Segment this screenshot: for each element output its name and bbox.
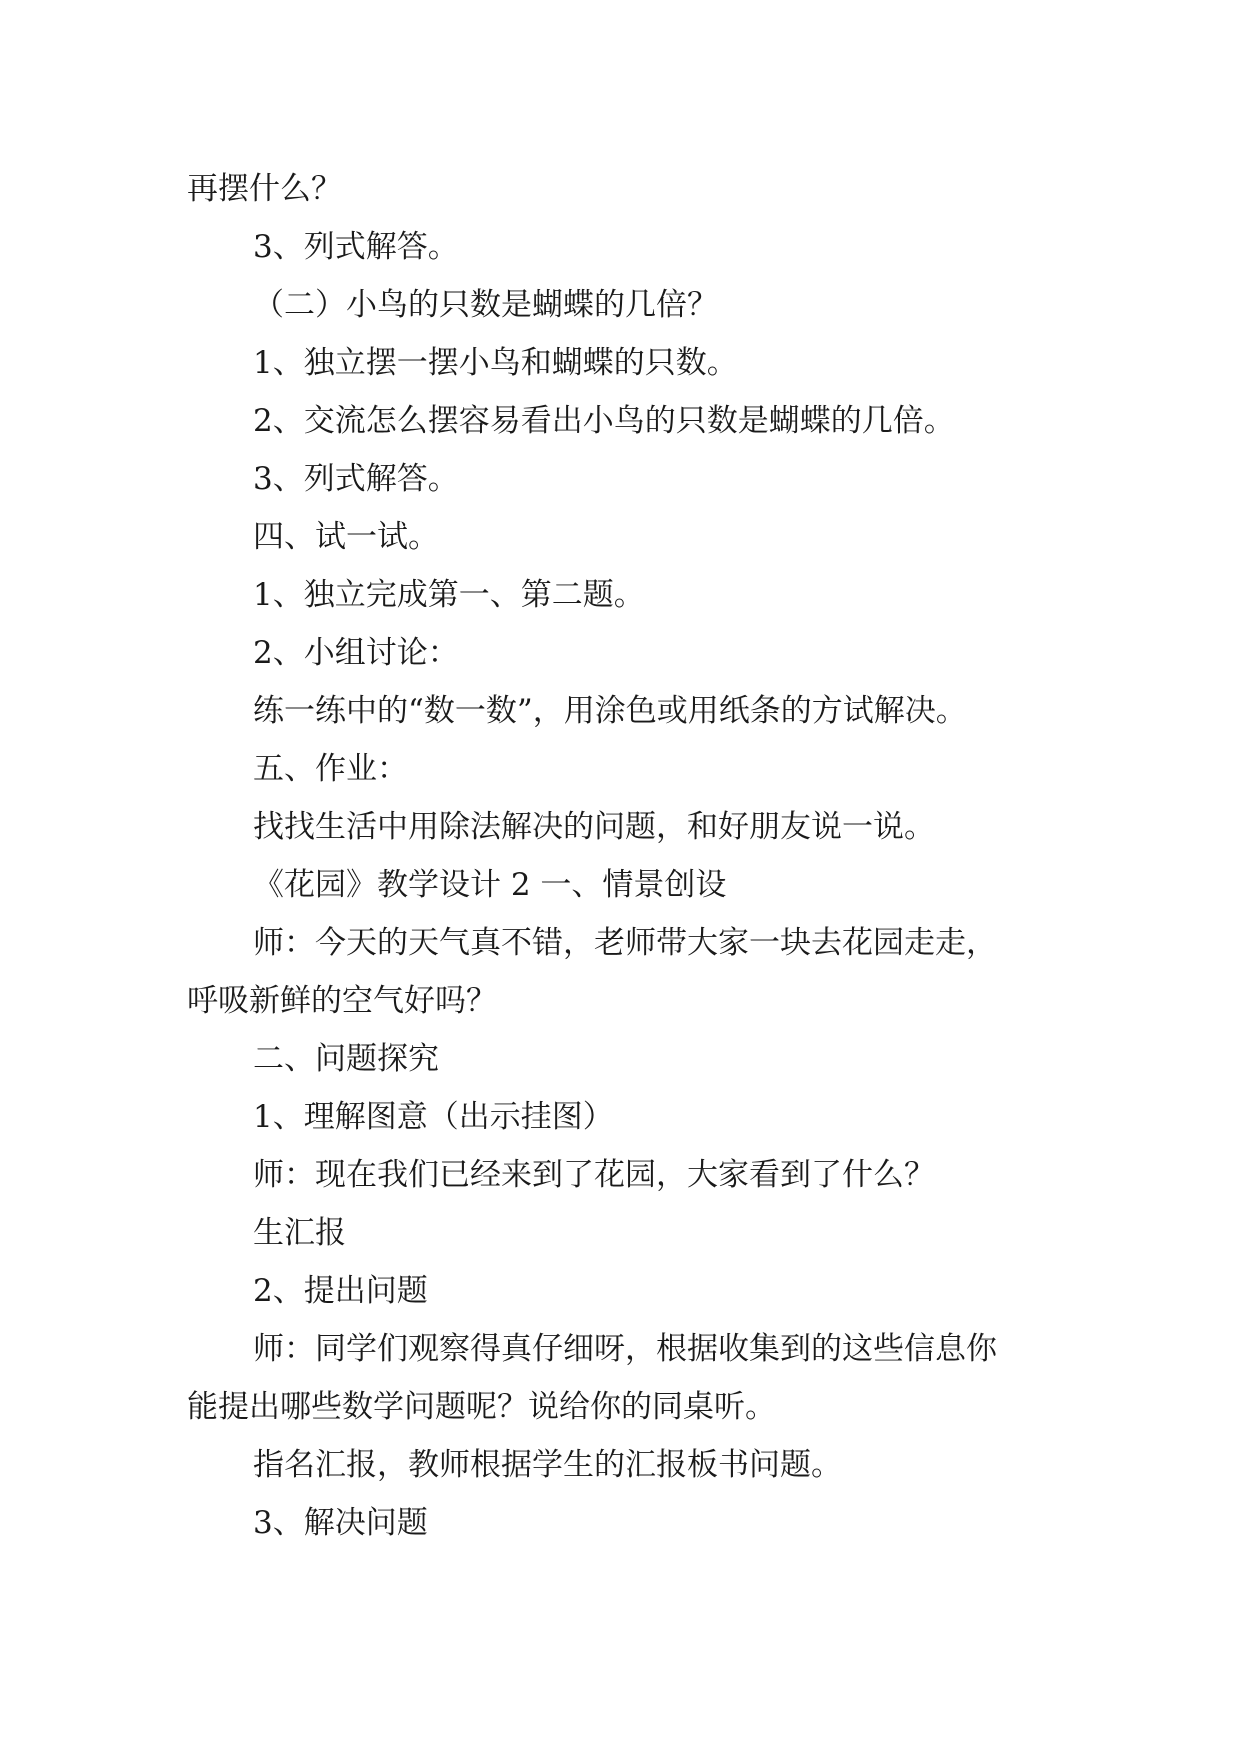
document-body — [187, 160, 1057, 1552]
text-line: 呼吸新鲜的空气好吗？ — [187, 983, 497, 1019]
text-line: 再摆什么？ — [187, 171, 342, 207]
section-heading: 四、试一试。 — [253, 519, 439, 555]
text-line: 1、理解图意（出示挂图） — [253, 1099, 614, 1135]
section-heading: 五、作业： — [253, 751, 408, 787]
text-line: 3、列式解答。 — [253, 229, 459, 265]
text-line: 师：现在我们已经来到了花园，大家看到了什么？ — [253, 1157, 935, 1193]
text-line: 找找生活中用除法解决的问题，和好朋友说一说。 — [253, 809, 935, 845]
text-line: 生汇报 — [253, 1215, 346, 1251]
text-line: 能提出哪些数学问题呢？说给你的同桌听。 — [187, 1389, 776, 1425]
text-line: 1、独立摆一摆小鸟和蝴蝶的只数。 — [253, 345, 738, 381]
text-line: 师：同学们观察得真仔细呀，根据收集到的这些信息你 — [253, 1331, 997, 1367]
text-line: 师：今天的天气真不错，老师带大家一块去花园走走， — [253, 925, 997, 961]
text-line: 2、提出问题 — [253, 1273, 428, 1309]
section-heading: （二）小鸟的只数是蝴蝶的几倍？ — [253, 287, 718, 323]
text-line: 2、小组讨论： — [253, 635, 459, 671]
text-line: 3、解决问题 — [253, 1505, 428, 1541]
text-line: 练一练中的“数一数”，用涂色或用纸条的方试解决。 — [253, 693, 967, 729]
section-heading: 《花园》教学设计 2 一、情景创设 — [253, 867, 727, 903]
text-line: 3、列式解答。 — [253, 461, 459, 497]
text-line: 1、独立完成第一、第二题。 — [253, 577, 645, 613]
text-line: 指名汇报，教师根据学生的汇报板书问题。 — [253, 1447, 842, 1483]
text-line: 2、交流怎么摆容易看出小鸟的只数是蝴蝶的几倍。 — [253, 403, 955, 439]
section-heading: 二、问题探究 — [253, 1041, 439, 1077]
